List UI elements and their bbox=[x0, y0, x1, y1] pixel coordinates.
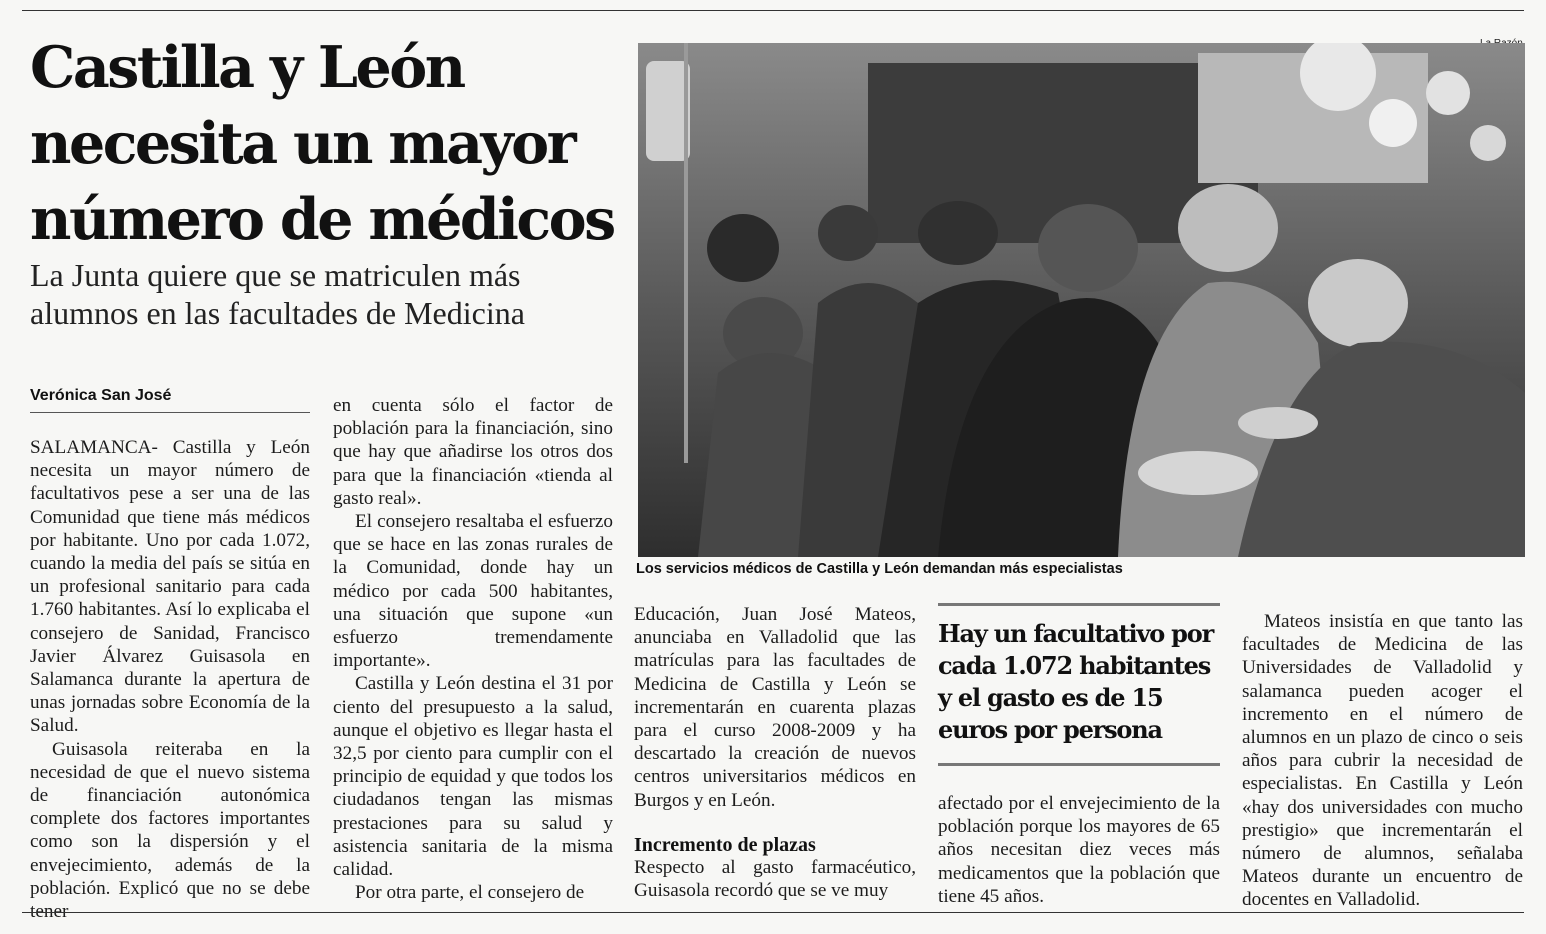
paragraph: Guisasola reiteraba en la necesidad de que el nuevo sistema de financiación autonómica complete dos factores importantes como son la dispersión y el envejecimiento, además de la población. Explicó que no se debe tener bbox=[30, 738, 310, 923]
pullquote: Hay un facultativo por cada 1.072 habitantes y el gasto es de 15 euros por persona bbox=[938, 619, 1214, 744]
paragraph: Educación, Juan José Mateos, anunciaba en Valladolid que las matrículas para las facultades de Medicina de Castilla y León se incrementarán en cuarenta plazas para el curso 2008-2009 y ha descartado la creación de nuevos centros universitarios médicos en Burgos y en León. bbox=[634, 604, 916, 811]
paragraph: Respecto al gasto farmacéutico, Guisasola recordó que se ve muy bbox=[634, 856, 916, 902]
paragraph: Mateos insistía en que tanto las facultades de Medicina de las Universidades de Valladolid y salamanca pueden acoger el incremento en el número de alumnos en un plazo de cinco o seis años para cubrir la necesidad de especialistas. En Castilla y León «hay dos universidades con mucho prestigio» que incrementarán el número de alumnos, señalaba Mateos durante un encuentro de docentes en Valladolid. bbox=[1242, 611, 1523, 911]
photo-caption: Los servicios médicos de Castilla y León demandan más especialistas bbox=[636, 561, 1123, 577]
paragraph: afectado por el envejecimiento de la población porque los mayores de 65 años necesitan diez veces más medicamentos que la población que tiene 45 años. bbox=[938, 793, 1220, 907]
pullquote-top-rule bbox=[938, 603, 1220, 606]
article-column-2 bbox=[333, 394, 613, 904]
top-rule bbox=[22, 10, 1524, 11]
byline: Verónica San José bbox=[30, 387, 172, 404]
paragraph: Por otra parte, el consejero de bbox=[355, 882, 585, 904]
paragraph: Castilla y León destina el 31 por ciento del presupuesto a la salud, aunque el objetivo es llegar hasta el 32,5 por ciento para cumplir con el principio de equidad y que todos los ciudadanos tengan las mismas prestaciones para su salud y asistencia sanitaria de la misma calidad. bbox=[333, 673, 613, 881]
byline-rule bbox=[30, 412, 310, 413]
article-column-3 bbox=[634, 603, 916, 902]
paragraph: El consejero resaltaba el esfuerzo que se hace en las zonas rurales de la Comunidad, donde hay un médico por cada 500 habitantes, una situación que supone «un esfuerzo tremendamente importante». bbox=[333, 511, 613, 672]
headline: Castilla y León necesita un mayor número de médicos bbox=[30, 34, 614, 253]
subheadline: La Junta quiere que se matriculen más alumnos en las facultades de Medicina bbox=[30, 257, 525, 331]
surgery-photo-illustration bbox=[638, 43, 1525, 557]
surgery-photo bbox=[638, 43, 1525, 557]
article-column-1 bbox=[30, 436, 310, 923]
article-column-5 bbox=[1242, 610, 1523, 912]
section-subheading: Incremento de plazas bbox=[634, 833, 816, 856]
paragraph: SALAMANCA- Castilla y León necesita un mayor número de facultativos pese a ser una de las Comunidad que tiene más médicos por habitante. Uno por cada 1.072, cuando la media del país se sitúa en un profesional sanitario para cada 1.760 habitantes. Así lo explicaba el consejero de Sanidad, Francisco Javier Álvarez Guisasola en Salamanca durante la apertura de unas jornadas sobre Economía de la Salud. bbox=[30, 437, 310, 737]
article-column-4 bbox=[938, 792, 1220, 908]
bottom-rule bbox=[22, 912, 1524, 913]
paragraph: en cuenta sólo el factor de población para la financiación, sino que hay que añadirse los otros dos para que la financiación «tienda al gasto real». bbox=[333, 395, 613, 509]
pullquote-bottom-rule bbox=[938, 763, 1220, 766]
